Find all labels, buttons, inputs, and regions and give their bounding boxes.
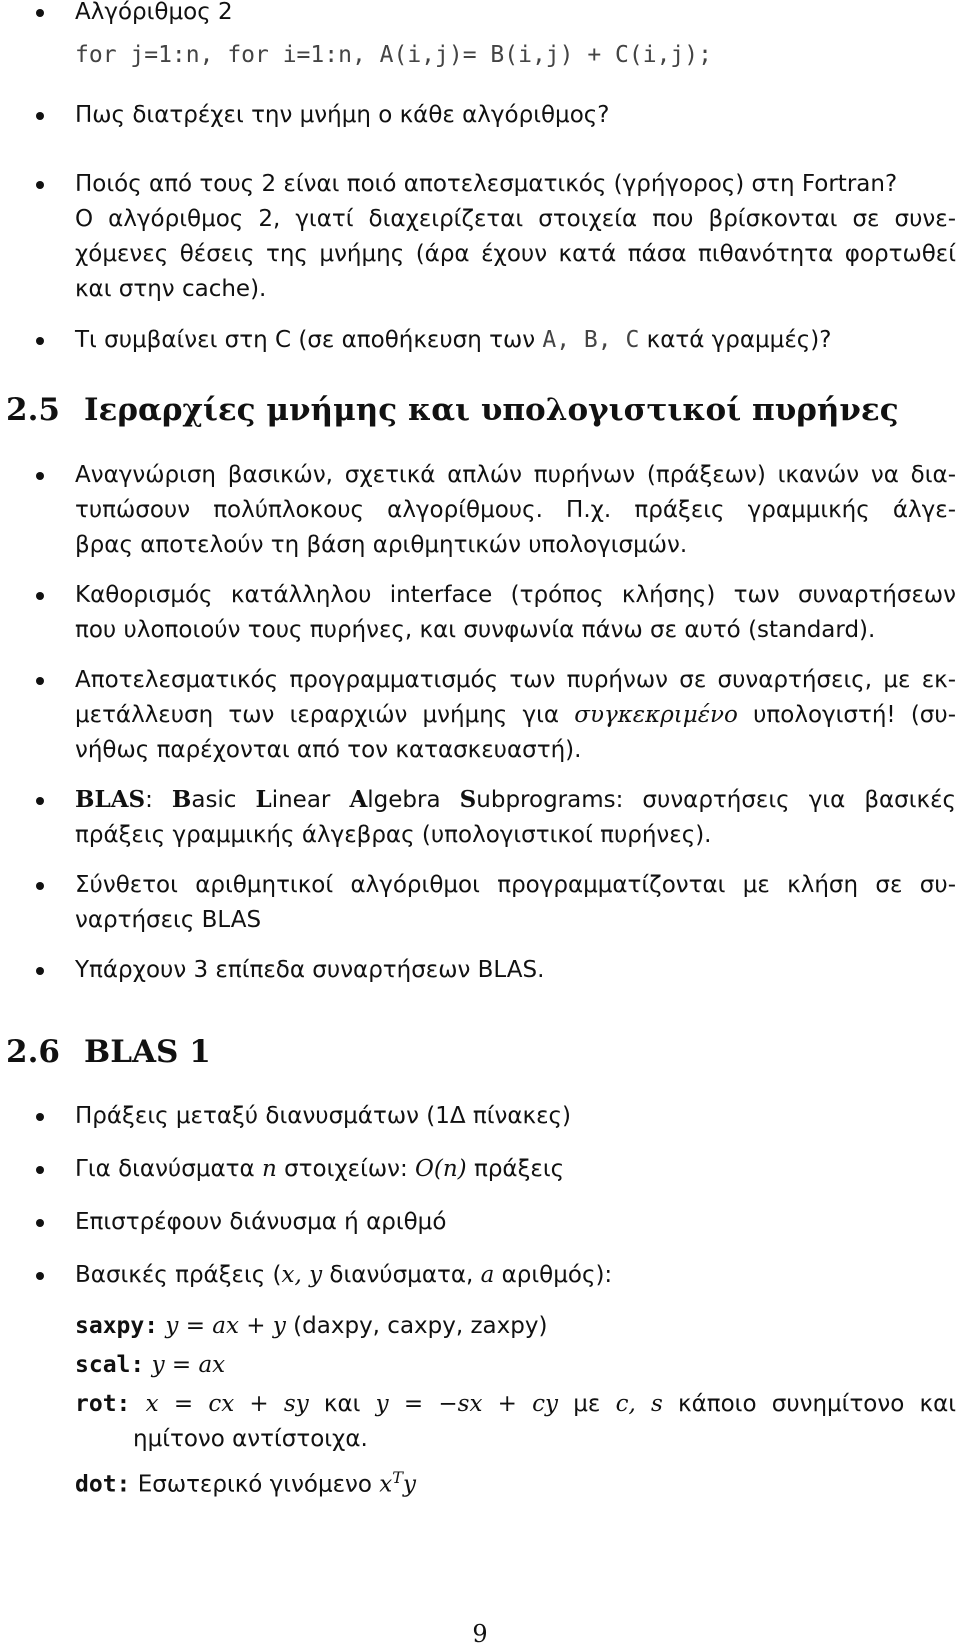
- rot-and: και: [308, 1391, 376, 1417]
- blas-definition-line1: [75, 785, 956, 815]
- algo2-code: for j=1:n, for i=1:n, A(i,j)= B(i,j) + C(i,j);: [75, 42, 712, 68]
- question-faster-line3: χόμενες θέσεις της μνήμης (άρα έχουν κατά πάσα πιθανότητα φορτωθεί: [75, 241, 956, 267]
- complexity-post: πράξεις: [466, 1156, 565, 1182]
- programming-italic: συγκεκριμένο: [574, 702, 738, 728]
- returns: Επιστρέφουν διάνυσμα ή αριθμό: [75, 1209, 447, 1235]
- blas-colon: :: [145, 787, 172, 813]
- bullet-dot: [36, 112, 44, 120]
- question-c-storage: [75, 325, 831, 355]
- composite-line1: Σύνθετοι αριθμητικοί αλγόριθμοι προγραμματίζονται με κλήση σε συ-: [75, 872, 956, 898]
- interface-line2: που υλοποιούν τους πυρήνες, και συνφωνία πάνω σε αυτό (standard).: [75, 617, 876, 643]
- question-c-pre: Τι συμβαίνει στη C (σε αποθήκευση των: [75, 327, 543, 353]
- blas-bold: BLAS: [75, 786, 146, 813]
- programming-post: υπολογιστή! (συ-: [737, 702, 956, 728]
- programming-pre: μετάλλευση των ιεραρχιών μνήμης για: [75, 702, 575, 728]
- bullet-dot: [36, 797, 44, 805]
- rot-equation-1: x = cx + sy: [145, 1391, 309, 1417]
- interface-line1: Καθορισμός κατάλληλου interface (τρόπος κλήσης) των συναρτήσεων: [75, 582, 956, 608]
- bullet-dot: [36, 337, 44, 345]
- bullet-dot: [36, 882, 44, 890]
- bullet-dot: [36, 181, 44, 189]
- scal-definition: [75, 1350, 225, 1380]
- basic-ops-pre: Βασικές πράξεις (: [75, 1262, 282, 1288]
- bullet-dot: [36, 592, 44, 600]
- rot-definition-line2: ημίτονο αντίστοιχα.: [133, 1426, 368, 1452]
- saxpy-equation: y = ax + y: [165, 1313, 286, 1339]
- question-faster-line1: Ποιός από τους 2 είναι ποιό αποτελεσματικός (γρήγορος) στη Fortran?: [75, 171, 898, 197]
- math-big-o: O(n): [415, 1156, 467, 1182]
- bullet-dot: [36, 1272, 44, 1280]
- blas-lgebra: lgebra: [367, 787, 460, 813]
- bullet-dot: [36, 967, 44, 975]
- algo2-label: Αλγόριθμος 2: [75, 0, 233, 25]
- section-heading-2-5: [6, 390, 899, 430]
- bullet-dot: [36, 1166, 44, 1174]
- saxpy-definition: [75, 1311, 547, 1341]
- blas-levels: Υπάρχουν 3 επίπεδα συναρτήσεων BLAS.: [75, 957, 545, 983]
- math-x: x: [379, 1471, 393, 1498]
- rot-with: με: [558, 1391, 616, 1417]
- rot-definition-line1: [75, 1389, 956, 1419]
- rot-equation-2: y = −sx + cy: [375, 1391, 559, 1417]
- vector-ops: Πράξεις μεταξύ διανυσμάτων (1Δ πίνακες): [75, 1103, 571, 1129]
- question-c-post: κατά γραμμές)?: [639, 327, 832, 353]
- saxpy-variants: (daxpy, caxpy, zaxpy): [285, 1313, 548, 1339]
- rot-rest: κάποιο συνημίτονο και: [662, 1391, 957, 1417]
- section-title: BLAS 1: [84, 1034, 211, 1070]
- blas-letter-l: L: [255, 786, 272, 813]
- dot-key: dot:: [75, 1471, 131, 1498]
- scal-key: scal:: [75, 1352, 145, 1378]
- bullet-dot: [36, 1219, 44, 1227]
- basic-ops-mid: διανύσματα,: [322, 1262, 481, 1288]
- bullet-dot: [36, 472, 44, 480]
- question-c-code: A, B, C: [542, 327, 640, 353]
- math-cs: c, s: [615, 1391, 663, 1417]
- programming-line1: Αποτελεσματικός προγραμματισμός των πυρήνων σε συναρτήσεις, με εκ-: [75, 667, 956, 693]
- complexity-pre: Για διανύσματα: [75, 1156, 262, 1182]
- question-faster-line2: Ο αλγόριθμος 2, γιατί διαχειρίζεται στοιχεία που βρίσκονται σε συνε-: [75, 206, 956, 232]
- blas-rest: ubprograms: συναρτήσεις για βασικές: [476, 787, 956, 813]
- question-faster-line4: και στην cache).: [75, 276, 267, 302]
- complexity-mid: στοιχείων:: [276, 1156, 416, 1182]
- math-y: y: [402, 1471, 416, 1498]
- dot-text: Εσωτερικό γινόμενο: [137, 1471, 380, 1498]
- question-memory: Πως διατρέχει την μνήμη ο κάθε αλγόριθμος?: [75, 102, 610, 128]
- kernels-line2: τυπώσουν πολύπλοκους αλγορίθμους. Π.χ. πράξεις γραμμικής άλγε-: [75, 497, 956, 523]
- kernels-line1: Αναγνώριση βασικών, σχετικά απλών πυρήνων (πράξεων) ικανών να δια-: [75, 462, 956, 488]
- math-transpose: T: [392, 1468, 403, 1487]
- section-title: Ιεραρχίες μνήμης και υπολογιστικοί πυρήνες: [84, 392, 899, 428]
- math-a: a: [480, 1262, 495, 1288]
- section-heading-2-6: [6, 1032, 211, 1072]
- rot-key: rot:: [75, 1391, 131, 1417]
- bullet-dot: [36, 9, 44, 17]
- kernels-line3: βρας αποτελούν τη βάση αριθμητικών υπολογισμών.: [75, 532, 688, 558]
- blas-asic: asic: [191, 787, 256, 813]
- page-number: 9: [472, 1620, 488, 1648]
- programming-line2: [75, 700, 956, 730]
- blas-definition-line2: πράξεις γραμμικής άλγεβρας (υπολογιστικοί πυρήνες).: [75, 822, 712, 848]
- blas-letter-a: A: [349, 786, 368, 813]
- dot-definition: [75, 1463, 416, 1500]
- blas-letter-s: S: [459, 786, 477, 813]
- basic-ops-post: αριθμός):: [494, 1262, 613, 1288]
- math-n: n: [261, 1156, 277, 1182]
- saxpy-key: saxpy:: [75, 1313, 159, 1339]
- section-number: 2.6: [6, 1034, 60, 1070]
- bullet-dot: [36, 677, 44, 685]
- bullet-dot: [36, 1113, 44, 1121]
- programming-line3: νήθως παρέχονται από τον κατασκευαστή).: [75, 737, 582, 763]
- section-number: 2.5: [6, 392, 60, 428]
- blas-letter-b: B: [171, 786, 192, 813]
- blas-inear: inear: [271, 787, 350, 813]
- basic-ops: [75, 1260, 612, 1290]
- composite-line2: ναρτήσεις BLAS: [75, 907, 262, 933]
- complexity: [75, 1154, 564, 1184]
- scal-equation: y = ax: [151, 1352, 226, 1378]
- math-xy: x, y: [281, 1262, 323, 1288]
